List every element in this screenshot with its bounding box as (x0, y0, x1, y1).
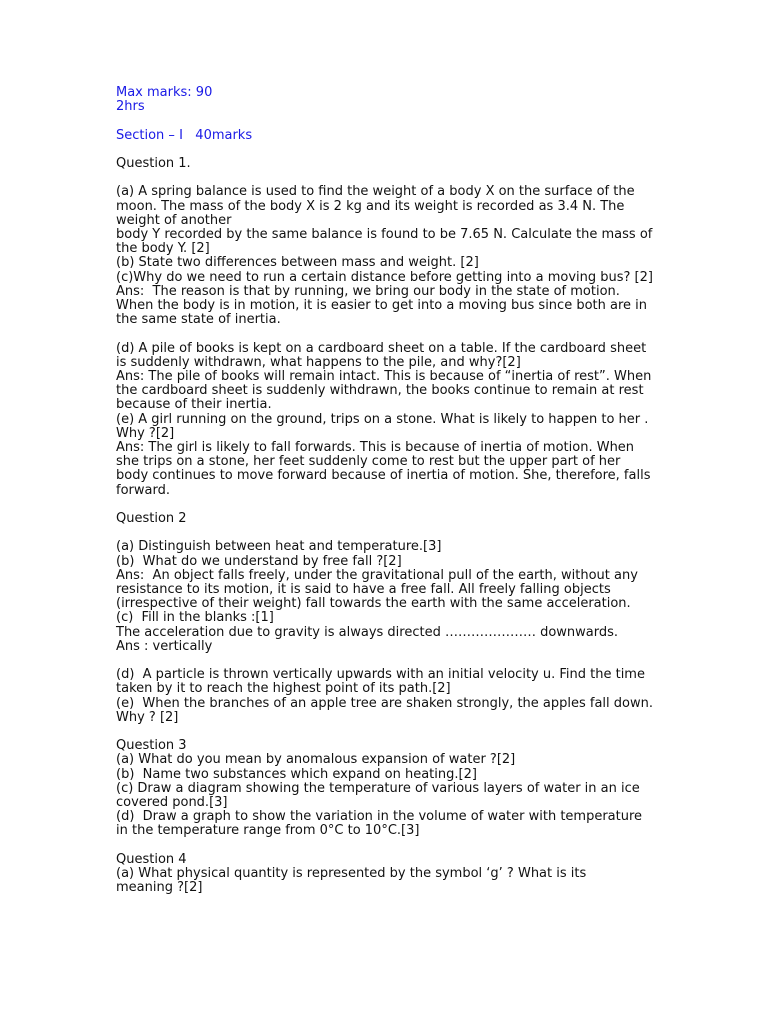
text-line: (a) What physical quantity is represented by the symbol ‘g’ ? What is its (116, 866, 587, 882)
text-line: (a) Distinguish between heat and temperature.[3] (116, 539, 442, 555)
text-line: Ans: The pile of books will remain intact. This is because of “inertia of rest”. When (116, 369, 652, 384)
text-line: (a) What do you mean by anomalous expansion of water ?[2] (116, 752, 516, 768)
question-4-title: Question 4 (116, 851, 187, 867)
text-line: weight of another (116, 212, 232, 228)
spacer (116, 725, 656, 739)
text-line: body continues to move forward because of inertia of motion. She, therefore, falls (116, 468, 651, 484)
text-line: meaning ?[2] (116, 880, 203, 896)
spacer (116, 143, 656, 157)
text-line: she trips on a stone, her feet suddenly come to rest but the upper part of her (116, 454, 621, 470)
text-line: forward. (116, 482, 170, 498)
text-line: When the body is in motion, it is easier to get into a moving bus since both are in (116, 298, 648, 313)
text-line: (d) Draw a graph to show the variation in the volume of water with temperature (116, 809, 643, 825)
spacer (116, 327, 656, 341)
text-line: covered pond.[3] (116, 795, 228, 811)
question-2-part-2 (116, 668, 656, 725)
question-1-part-1 (116, 185, 656, 327)
text-line: taken by it to reach the highest point of its path.[2] (116, 681, 451, 697)
text-line: (b) State two differences between mass and weight. [2] (116, 255, 479, 271)
spacer (116, 171, 656, 185)
text-line: Why ? [2] (116, 709, 179, 725)
question-3-title: Question 3 (116, 738, 187, 754)
text-line: (e) A girl running on the ground, trips on a stone. What is likely to happen to her . (116, 411, 649, 427)
text-line: Ans: The reason is that by running, we bring our body in the state of motion. (116, 283, 620, 299)
text-line: (c) Draw a diagram showing the temperature of various layers of water in an ice (116, 780, 640, 796)
text-line: (e) When the branches of an apple tree are shaken strongly, the apples fall down. (116, 695, 653, 711)
text-line: Ans : vertically (116, 638, 213, 654)
question-4-body (116, 867, 656, 895)
spacer (116, 114, 656, 128)
spacer (116, 654, 656, 668)
question-3-body (116, 753, 656, 838)
question-2-title: Question 2 (116, 511, 187, 527)
max-marks: Max marks: 90 (116, 85, 213, 100)
text-line: (c) Fill in the blanks :[1] (116, 610, 274, 626)
exam-document (116, 86, 656, 895)
section-heading: Section – I 40marks (116, 127, 253, 143)
text-line: (d) A pile of books is kept on a cardboard sheet on a table. If the cardboard sheet (116, 340, 647, 356)
text-line: moon. The mass of the body X is 2 kg and its weight is recorded as 3.4 N. The (116, 198, 625, 214)
spacer (116, 839, 656, 853)
text-line: The acceleration due to gravity is always directed ………………… downwards. (116, 624, 619, 640)
text-line: body Y recorded by the same balance is found to be 7.65 N. Calculate the mass of (116, 226, 653, 242)
text-line: (d) A particle is thrown vertically upwards with an initial velocity u. Find the time (116, 667, 645, 683)
text-line: (a) A spring balance is used to find the weight of a body X on the surface of the (116, 184, 635, 200)
spacer (116, 498, 656, 512)
text-line: in the temperature range from 0°C to 10°C.[3] (116, 823, 420, 839)
text-line: Why ?[2] (116, 425, 175, 441)
duration: 2hrs (116, 99, 145, 115)
text-line: (c)Why do we need to run a certain distance before getting into a moving bus? [2] (116, 269, 653, 285)
question-1-part-2 (116, 342, 656, 498)
text-line: because of their inertia. (116, 397, 272, 413)
text-line: resistance to its motion, it is said to have a free fall. All freely falling objects (116, 582, 611, 598)
text-line: the cardboard sheet is suddenly withdrawn, the books continue to remain at rest (116, 383, 644, 399)
text-line: Ans: The girl is likely to fall forwards. This is because of inertia of motion. When (116, 440, 635, 456)
text-line: the same state of inertia. (116, 312, 281, 328)
text-line: is suddenly withdrawn, what happens to the pile, and why?[2] (116, 354, 521, 370)
spacer (116, 526, 656, 540)
text-line: the body Y. [2] (116, 241, 210, 257)
question-2-part-1 (116, 540, 656, 654)
text-line: (irrespective of their weight) fall towards the earth with the same acceleration. (116, 596, 631, 612)
text-line: (b) Name two substances which expand on heating.[2] (116, 766, 477, 782)
text-line: (b) What do we understand by free fall ?[2] (116, 553, 402, 569)
text-line: Ans: An object falls freely, under the gravitational pull of the earth, without any (116, 567, 638, 583)
question-1-title: Question 1. (116, 155, 191, 171)
